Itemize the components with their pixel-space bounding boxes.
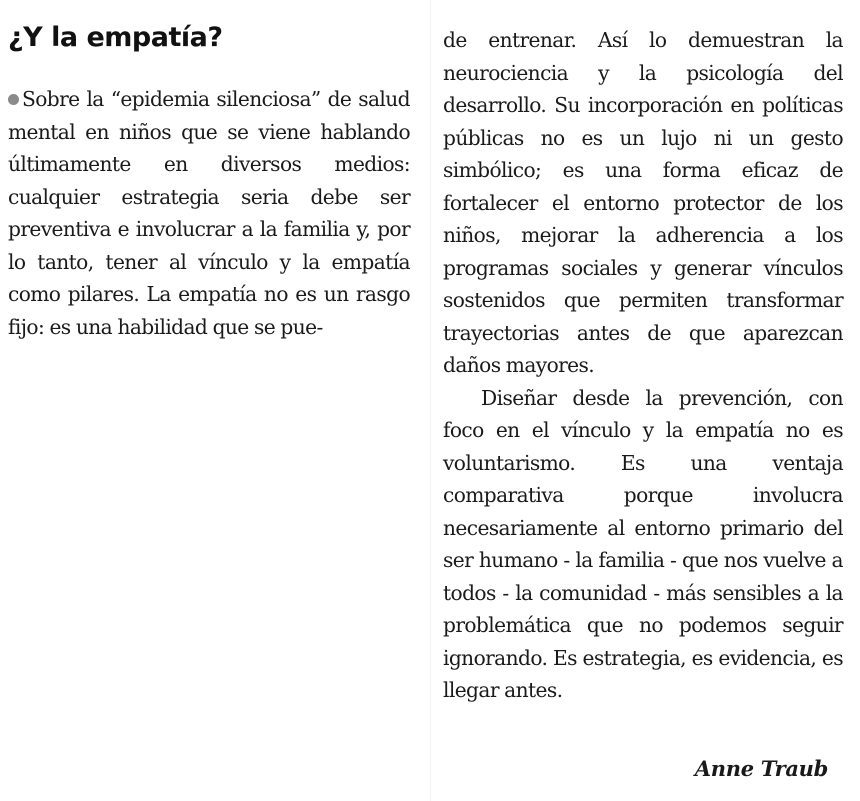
left-paragraph-text: Sobre la “epidemia silenciosa” de salud mental en niños que se viene hablando últimamente en diversos medios: cualquier estrategia seria debe ser preventiva e involucrar a la familia y, por lo tanto, tener al vínculo y la empatía como pilares. La empatía no es un rasgo fijo: es una habilidad que se pue-: [8, 87, 410, 339]
left-paragraph: [8, 83, 410, 343]
article-headline: ¿Y la empatía?: [8, 22, 223, 53]
right-paragraph-2: Diseñar desde la prevención, con foco en el vínculo y la empatía no es voluntarismo. Es una ventaja comparativa porque involucra necesariamente al entorno primario del ser humano - la familia - que nos vuelve a todos - la comunidad - más sensibles a la problemática que no podemos seguir ignorando. Es estrategia, es evidencia, es llegar antes.: [443, 385, 843, 702]
bullet-dot-icon: [8, 94, 19, 105]
left-column: [8, 20, 410, 343]
right-paragraph-1: de entrenar. Así lo demuestran la neurociencia y la psicología del desarrollo. Su incorporación en políticas públicas no es un lujo ni un gesto simbólico; es una forma eficaz de fortalecer el entorno protector de los niños, mejorar la adherencia a los programas sociales y generar vínculos sostenidos que permiten transformar trayectorias antes de que aparezcan daños mayores.: [443, 28, 843, 377]
author-signature: Anne Traub: [694, 756, 828, 781]
right-column: [443, 24, 843, 707]
column-gap: [430, 0, 431, 801]
